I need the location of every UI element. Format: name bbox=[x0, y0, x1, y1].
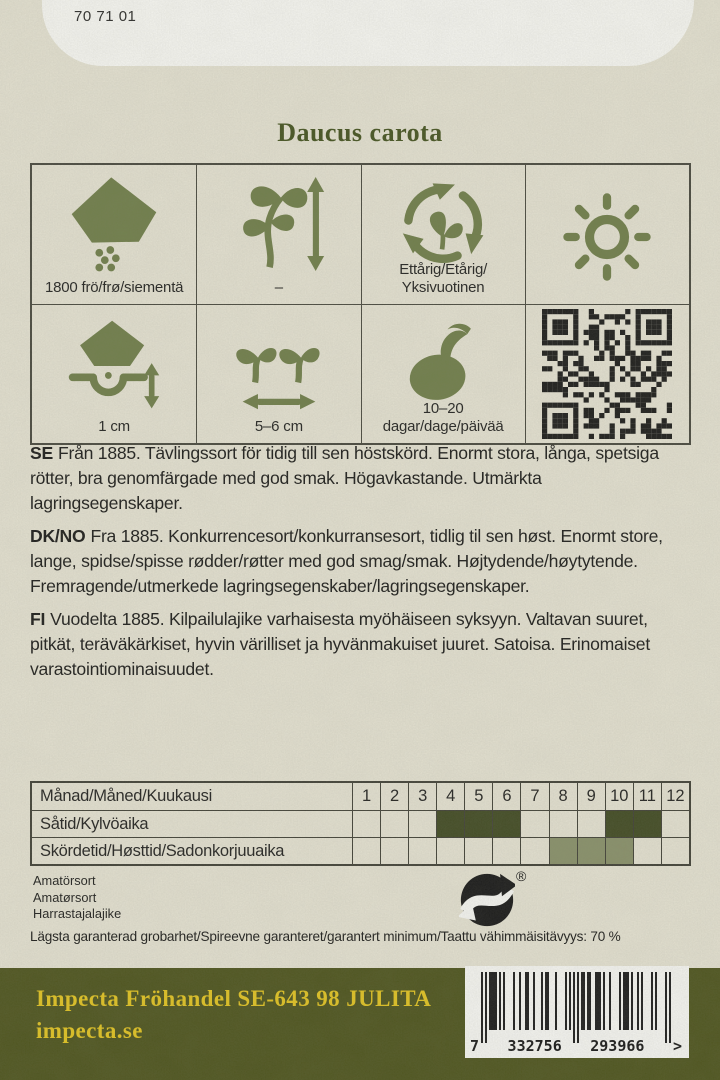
plant-spacing-icon bbox=[197, 327, 360, 415]
info-cell-annual-cycle bbox=[361, 165, 525, 304]
calendar-month-cell bbox=[408, 838, 436, 864]
harvest-month-cells bbox=[353, 838, 689, 864]
barcode-bar bbox=[655, 972, 657, 1030]
month-header-cell: 11 bbox=[633, 783, 661, 810]
description-se: SE Från 1885. Tävlingssort för tidig till sen höstskörd. Enormt stora, långa, spetsiga rötter, bra genomfärgade med god smak. Högavkastande. Utmärkta lagringsegenskaper. bbox=[30, 443, 659, 513]
calendar-month-numbers bbox=[353, 783, 689, 810]
month-header-cell: 2 bbox=[380, 783, 408, 810]
calendar-month-cell bbox=[380, 811, 408, 837]
calendar-month-cell bbox=[520, 838, 548, 864]
month-header-cell: 9 bbox=[577, 783, 605, 810]
barcode-bar bbox=[527, 972, 529, 1030]
amateur-variety-note: Amatörsort Amatørsort Harrastajalajike bbox=[33, 873, 122, 921]
info-cell-seed-count bbox=[32, 165, 196, 304]
barcode-bar bbox=[495, 972, 497, 1030]
plant-height-icon bbox=[197, 177, 360, 271]
info-cell-sowing-depth bbox=[32, 304, 196, 443]
calendar-month-cell bbox=[549, 811, 577, 837]
calendar-month-cell bbox=[577, 838, 605, 864]
barcode-bar bbox=[599, 972, 601, 1030]
barcode-bars bbox=[481, 972, 673, 1030]
species-title: Daucus carota bbox=[277, 118, 443, 147]
barcode-bar bbox=[589, 972, 591, 1030]
month-header-cell: 7 bbox=[520, 783, 548, 810]
month-header-cell: 8 bbox=[549, 783, 577, 810]
barcode-bar bbox=[651, 972, 653, 1030]
variety-descriptions bbox=[30, 441, 696, 690]
calendar-header-row bbox=[32, 783, 689, 810]
info-cell-germination-time bbox=[361, 304, 525, 443]
lang-label-dk-no: DK/NO bbox=[30, 526, 86, 546]
barcode-bar bbox=[627, 972, 629, 1030]
info-grid bbox=[30, 163, 691, 445]
barcode-bar bbox=[547, 972, 549, 1030]
calendar-month-cell bbox=[661, 811, 689, 837]
calendar-sowing-row bbox=[32, 810, 689, 837]
info-cell-plant-spacing bbox=[196, 304, 360, 443]
calendar-month-cell bbox=[661, 838, 689, 864]
green-dot-icon bbox=[459, 872, 515, 928]
info-caption: – bbox=[274, 278, 283, 296]
barcode-bar bbox=[669, 972, 671, 1043]
calendar-month-cell bbox=[633, 838, 661, 864]
barcode-bar bbox=[541, 972, 543, 1030]
sowing-row-label: Såtid/Kylvöaika bbox=[32, 811, 353, 837]
info-caption: 10–20 dagar/dage/päivää bbox=[382, 400, 504, 435]
calendar-month-cell bbox=[380, 838, 408, 864]
month-header-cell: 12 bbox=[661, 783, 689, 810]
germination-guarantee: Lägsta garanterad grobarhet/Spireevne garanteret/garantert minimum/Taattu vähimmäisitävyys: 70 % bbox=[30, 929, 621, 944]
packet-top-seal bbox=[42, 0, 694, 66]
barcode-bar bbox=[503, 972, 505, 1030]
month-header-cell: 5 bbox=[464, 783, 492, 810]
barcode-bar bbox=[619, 972, 621, 1030]
barcode-bar bbox=[569, 972, 571, 1030]
brand-website: impecta.se bbox=[36, 1018, 143, 1043]
info-caption: 5–6 cm bbox=[254, 417, 303, 435]
info-caption: 1 cm bbox=[98, 417, 130, 435]
calendar-month-cell bbox=[464, 838, 492, 864]
barcode-digits: 7 332756 293966 > bbox=[470, 1037, 682, 1055]
calendar-month-cell bbox=[436, 838, 464, 864]
barcode-bar bbox=[631, 972, 633, 1030]
sun-icon bbox=[526, 191, 689, 283]
harvest-row-label: Skördetid/Høsttid/Sadonkorjuuaika bbox=[32, 838, 353, 864]
barcode-bar bbox=[533, 972, 535, 1030]
seed-count-icon bbox=[32, 177, 196, 277]
description-fi: FI Vuodelta 1885. Kilpailulajike varhaisesta myöhäiseen syksyyn. Valtavan suuret, pitkät, teräväkärkiset, hyvin värilliset ja hyvänmakuiset juuret. Satoisa. Erinomaiset varastointiominaisuudet. bbox=[30, 609, 650, 679]
description-dk-no: DK/NO Fra 1885. Konkurrencesort/konkurransesort, tidlig til sen høst. Enormt store, lange, spidse/spisse rødder/røtter med god smag/smak. Højtydende/høytytende. Fremragende/utmerkede lagringsegenskaber/lagringsegenskaper. bbox=[30, 526, 663, 596]
month-header-cell: 1 bbox=[361, 787, 372, 805]
calendar-month-cell bbox=[633, 811, 661, 837]
barcode-bar bbox=[573, 972, 575, 1043]
lang-label-fi: FI bbox=[30, 609, 46, 629]
barcode-bar bbox=[565, 972, 567, 1030]
brand-address: Impecta Fröhandel SE-643 98 JULITA bbox=[36, 986, 432, 1011]
calendar-month-cell bbox=[436, 811, 464, 837]
info-cell-plant-height bbox=[196, 165, 360, 304]
month-header-cell: 4 bbox=[436, 783, 464, 810]
calendar-header-label: Månad/Måned/Kuukausi bbox=[32, 783, 353, 810]
barcode-bar bbox=[481, 972, 483, 1043]
calendar-month-cell bbox=[492, 838, 520, 864]
barcode-bar bbox=[609, 972, 611, 1030]
barcode-bar bbox=[513, 972, 515, 1030]
barcode-bar bbox=[665, 972, 667, 1043]
month-header-cell: 3 bbox=[408, 783, 436, 810]
calendar-month-cell bbox=[492, 811, 520, 837]
lang-label-se: SE bbox=[30, 443, 53, 463]
calendar-month-cell bbox=[408, 811, 436, 837]
month-header-cell: 10 bbox=[605, 783, 633, 810]
green-dot-symbol bbox=[459, 868, 539, 934]
sowing-month-cells bbox=[353, 811, 689, 837]
barcode-bar bbox=[637, 972, 639, 1030]
barcode bbox=[465, 966, 689, 1058]
barcode-bar bbox=[577, 972, 579, 1043]
article-number: 70 71 01 bbox=[74, 8, 137, 25]
barcode-bar bbox=[641, 972, 643, 1030]
calendar-month-cell bbox=[353, 838, 380, 864]
calendar-month-cell bbox=[549, 838, 577, 864]
calendar-month-cell bbox=[605, 838, 633, 864]
calendar-month-cell bbox=[520, 811, 548, 837]
info-cell-sun-exposure bbox=[525, 165, 689, 304]
info-caption: 1800 frö/frø/siementä bbox=[44, 278, 184, 296]
registered-mark: ® bbox=[516, 868, 527, 884]
barcode-bar bbox=[583, 972, 585, 1030]
barcode-bar bbox=[519, 972, 521, 1030]
info-caption: Ettårig/Etårig/ Yksivuotinen bbox=[399, 261, 488, 296]
calendar-month-cell bbox=[605, 811, 633, 837]
sowing-depth-icon bbox=[32, 317, 196, 415]
annual-cycle-icon bbox=[362, 177, 525, 271]
info-cell-qr bbox=[525, 304, 689, 443]
barcode-bar bbox=[603, 972, 605, 1030]
month-header-cell: 6 bbox=[492, 783, 520, 810]
barcode-bar bbox=[499, 972, 501, 1030]
sowing-calendar bbox=[30, 781, 691, 866]
germination-time-icon bbox=[362, 317, 525, 407]
calendar-harvest-row bbox=[32, 837, 689, 864]
barcode-bar bbox=[485, 972, 487, 1043]
barcode-bar bbox=[555, 972, 557, 1030]
calendar-month-cell bbox=[577, 811, 605, 837]
calendar-month-cell bbox=[353, 811, 380, 837]
qr-code-icon bbox=[542, 309, 672, 439]
calendar-month-cell bbox=[464, 811, 492, 837]
